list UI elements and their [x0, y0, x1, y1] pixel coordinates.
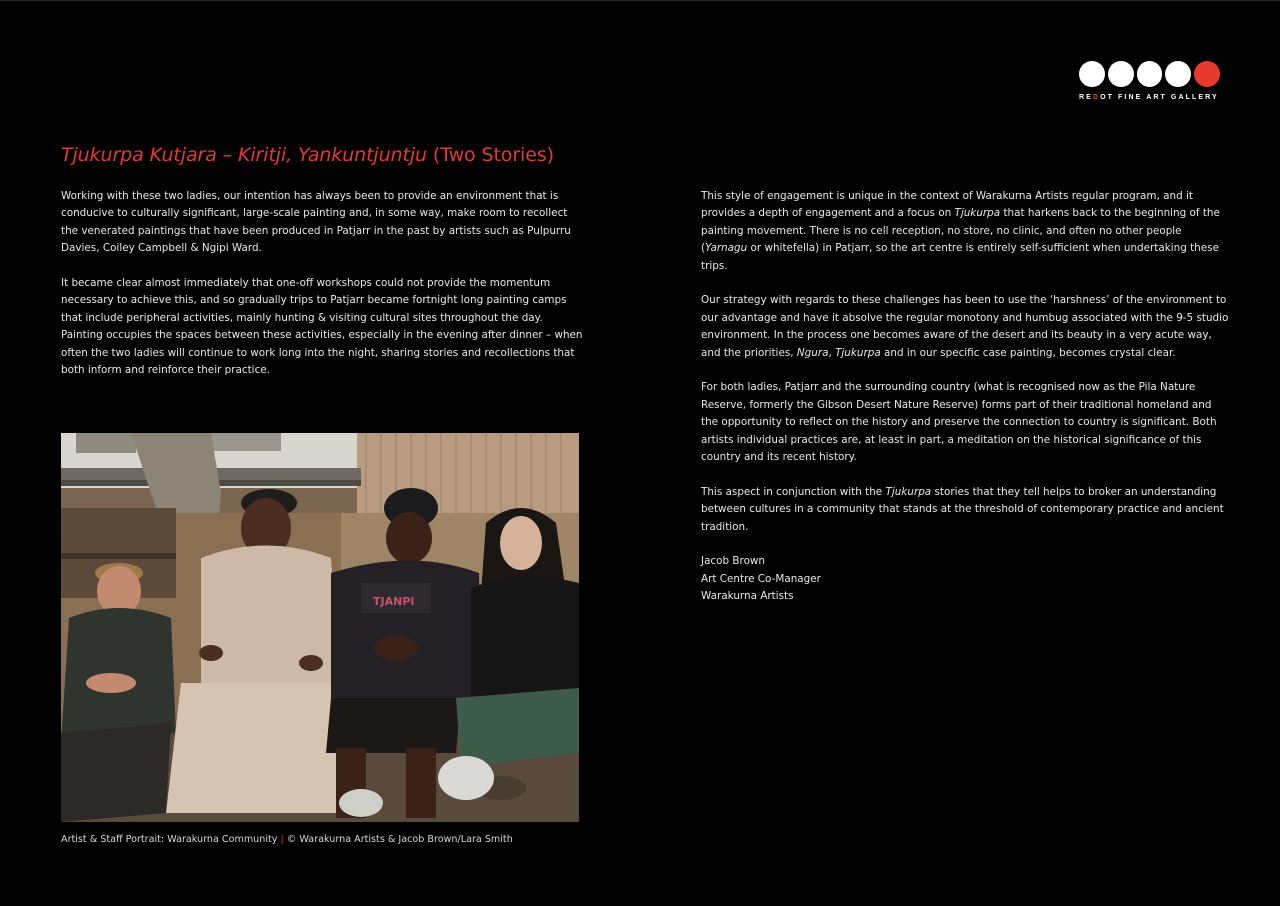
group-portrait-photo [61, 433, 579, 822]
logo-dot [1108, 61, 1134, 87]
logo-dots [1079, 61, 1220, 87]
left-paragraph-1: Working with these two ladies, our intention has always been to provide an environment that is conducive to culturally significant, large-scale painting and, in some way, make room to recollect the venerated paintings that have been produced in Patjarr in the past by artists such as Pulpurru Davies, Coiley Campbell & Ngipi Ward. [61, 190, 571, 255]
logo-dot [1165, 61, 1191, 87]
title-plain: (Two Stories) [426, 144, 554, 166]
title-italic: Tjukurpa Kutjara – Kiritji, Yankuntjuntju [61, 144, 427, 166]
signature-role: Art Centre Co-Manager [701, 572, 821, 585]
signature [701, 553, 1231, 605]
page-title [61, 144, 554, 166]
logo-dot [1137, 61, 1163, 87]
signature-name: Jacob Brown [701, 555, 766, 568]
left-paragraph-2: It became clear almost immediately that one-off workshops could not provide the momentum necessary to achieve this, and so gradually trips to Patjarr became fortnight long painting camps that include peripheral activities, mainly hunting & visiting cultural sites throughout the day. Painting occupies the spaces between these activities, especially in the evening after dinner – when often the two ladies will continue to work long into the night, sharing stories and recollections that both inform and reinforce their practice. [61, 277, 583, 377]
left-column [61, 188, 586, 397]
right-paragraph-2: Our strategy with regards to these challenges has been to use the ‘harshness’ of the environment to our advantage and have it absolve the regular monotony and humbug associated with the 9-5 studio environment. In the process one becomes aware of the desert and its beauty in a very acute way, and the priorities, Ngura, Tjukurpa and in our specific case painting, becomes crystal clear. [701, 294, 1229, 359]
top-rule [0, 0, 1280, 1]
logo-dot [1079, 61, 1105, 87]
logo-wordmark: REDOT FINE ART GALLERY [1079, 94, 1219, 101]
gallery-logo [1079, 61, 1220, 101]
shirt-text: TJANPI [373, 595, 415, 608]
right-column [701, 188, 1231, 623]
photo-caption: Artist & Staff Portrait: Warakurna Community | © Warakurna Artists & Jacob Brown/Lara Smith [61, 834, 513, 845]
signature-org: Warakurna Artists [701, 590, 794, 603]
right-paragraph-3: For both ladies, Patjarr and the surrounding country (what is recognised now as the Pila Nature Reserve, formerly the Gibson Desert Nature Reserve) forms part of their traditional homeland and the opportunity to reflect on the history and preserve the connection to country is significant. Both artists individual practices are, at least in part, a meditation on the historical significance of this country and its recent history. [701, 381, 1217, 464]
right-paragraph-1: This style of engagement is unique in the context of Warakurna Artists regular program, and it provides a depth of engagement and a focus on Tjukurpa that harkens back to the beginning of the painting movement. There is no cell reception, no store, no clinic, and often no other people (Yarnagu or whitefella) in Patjarr, so the art centre is entirely self-sufficient when undertaking these trips. [701, 190, 1220, 272]
logo-dot-red [1194, 61, 1220, 87]
right-paragraph-4: This aspect in conjunction with the Tjukurpa stories that they tell helps to broker an understanding between cultures in a community that stands at the threshold of contemporary practice and ancient tradition. [701, 485, 1224, 533]
